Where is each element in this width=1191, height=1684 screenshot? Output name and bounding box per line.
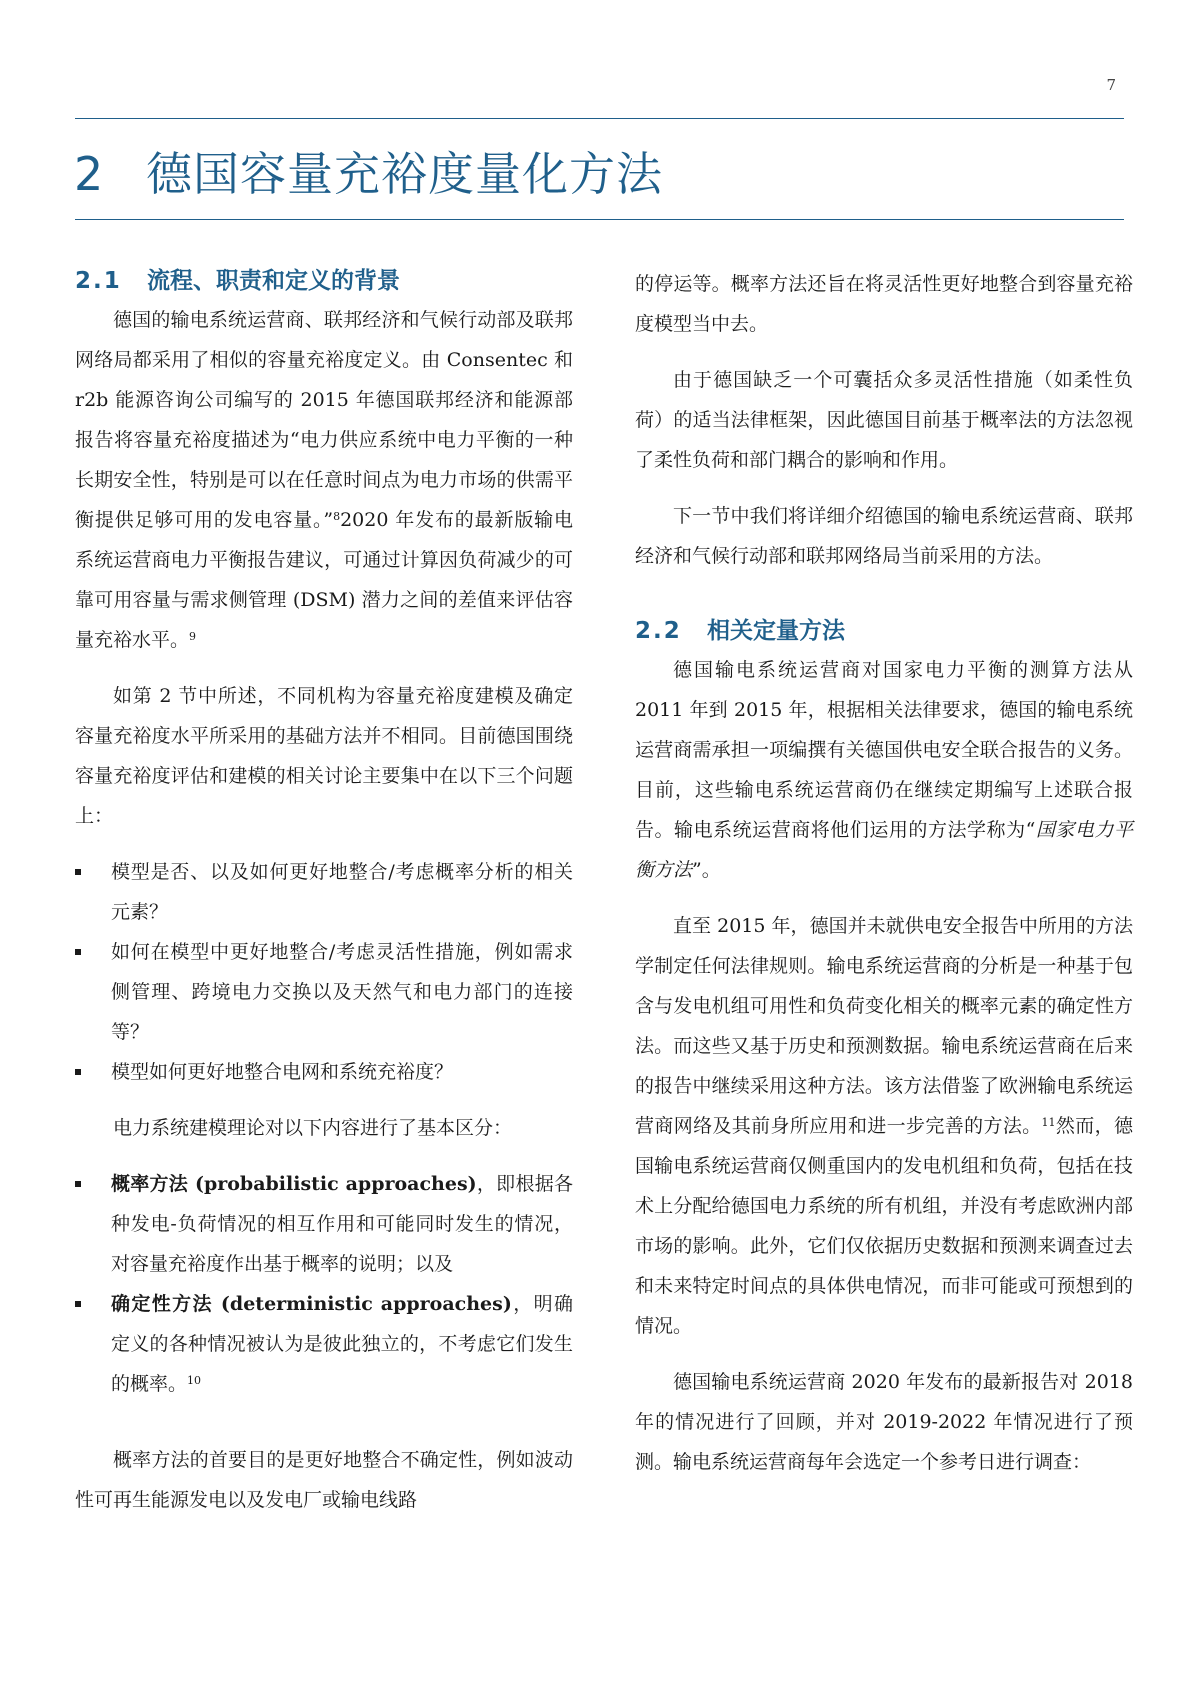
section-heading-2-1 xyxy=(75,262,573,300)
list-item xyxy=(75,1052,573,1092)
list-item-text: 模型如何更好地整合电网和系统充裕度？ xyxy=(111,1061,454,1083)
footnote-ref[interactable]: 9 xyxy=(189,630,197,643)
section-title: 流程、职责和定义的背景 xyxy=(147,268,400,294)
paragraph: 电力系统建模理论对以下内容进行了基本区分： xyxy=(113,1117,513,1139)
footnote-ref[interactable]: 10 xyxy=(187,1374,202,1387)
paragraph: 下一节中我们将详细介绍德国的输电系统运营商、联邦经济和气候行动部和联邦网络局当前采用的方法。 xyxy=(635,505,1133,567)
question-list xyxy=(75,852,573,1092)
bullet-icon xyxy=(75,1069,81,1075)
footnote-ref[interactable]: 11 xyxy=(1041,1116,1056,1129)
paragraph-text: ”。 xyxy=(692,859,721,881)
chapter-number: 2 xyxy=(74,147,105,201)
bullet-icon xyxy=(75,869,81,875)
left-column xyxy=(75,262,573,1520)
chapter-title xyxy=(74,138,663,204)
paragraph: 由于德国缺乏一个可囊括众多灵活性措施（如柔性负荷）的适当法律框架，因此德国目前基于概率法的方法忽视了柔性负荷和部门耦合的影响和作用。 xyxy=(635,369,1133,471)
paragraph: 的停运等。概率方法还旨在将灵活性更好地整合到容量充裕度模型当中去。 xyxy=(635,273,1133,335)
bullet-icon xyxy=(75,1181,81,1187)
section-heading-2-2 xyxy=(635,612,1133,650)
bullet-icon xyxy=(75,1301,81,1307)
paragraph xyxy=(635,906,1133,1346)
paragraph-text: 直至 2015 年，德国并未就供电安全报告中所用的方法学制定任何法律规则。输电系统运营商的分析是一种基于包含与发电机组可用性和负荷变化相关的概率元素的确定性方法。而这些又基于历史和预测数据。输电系统运营商在后来的报告中继续采用这种方法。该方法借鉴了欧洲输电系统运营商网络及其前身所应用和进一步完善的方法。 xyxy=(635,915,1133,1137)
footnote-ref[interactable]: 8 xyxy=(333,510,341,523)
section-number: 2.2 xyxy=(635,618,682,644)
paragraph xyxy=(635,650,1133,890)
paragraph: 概率方法的首要目的是更好地整合不确定性，例如波动性可再生能源发电以及发电厂或输电线路 xyxy=(75,1449,573,1511)
header-rule-bottom xyxy=(75,219,1124,220)
paragraph-text: 德国的输电系统运营商、联邦经济和气候行动部及联邦网络局都采用了相似的容量充裕度定义。由 Consentec 和 r2b 能源咨询公司编写的 2015 年德国联邦经济和能源部报告将容量充裕度描述为“电力供应系统中电力平衡的一种长期安全性，特别是可以在任意时间点为电力市场的供需平衡提供足够可用的发电容量。” xyxy=(75,309,573,531)
paragraph: 如第 2 节中所述，不同机构为容量充裕度建模及确定容量充裕度水平所采用的基础方法并不相同。目前德国围绕容量充裕度评估和建模的相关讨论主要集中在以下三个问题上： xyxy=(75,685,573,827)
list-item-text: ，即根据各种发电-负荷情况的相互作用和可能同时发生的情况，对容量充裕度作出基于概率的说明；以及 xyxy=(111,1173,573,1275)
paragraph: 德国输电系统运营商 2020 年发布的最新报告对 2018 年的情况进行了回顾，并对 2019-2022 年情况进行了预测。输电系统运营商每年会选定一个参考日进行调查： xyxy=(635,1371,1133,1473)
section-title: 相关定量方法 xyxy=(707,618,845,644)
paragraph-text: 2020 年发布的最新版输电系统运营商电力平衡报告建议，可通过计算因负荷减少的可靠可用容量与需求侧管理 (DSM) 潜力之间的差值来评估容量充裕水平。 xyxy=(75,509,573,651)
emphasis-text: 国家电力平衡方法 xyxy=(635,819,1133,881)
paragraph-text: 然而，德国输电系统运营商仅侧重国内的发电机组和负荷，包括在技术上分配给德国电力系统的所有机组，并没有考虑欧洲内部市场的影响。此外，它们仅依据历史数据和预测来调查过去和未来特定时间点的具体供电情况，而非可能或可预想到的情况。 xyxy=(635,1115,1133,1337)
section-number: 2.1 xyxy=(75,268,122,294)
approach-list xyxy=(75,1164,573,1404)
paragraph xyxy=(75,300,573,660)
page-number: 7 xyxy=(1106,76,1116,94)
list-item xyxy=(75,852,573,932)
chapter-title-text: 德国容量充裕度量化方法 xyxy=(146,147,663,201)
list-item xyxy=(75,932,573,1052)
list-item-text: ，明确定义的各种情况被认为是彼此独立的，不考虑它们发生的概率。 xyxy=(111,1293,573,1395)
term-label: 确定性方法 (deterministic approaches) xyxy=(111,1293,512,1315)
paragraph-text: 德国输电系统运营商对国家电力平衡的测算方法从 2011 年到 2015 年，根据相关法律要求，德国的输电系统运营商需承担一项编撰有关德国供电安全联合报告的义务。目前，这些输电系统运营商仍在继续定期编写上述联合报告。输电系统运营商将他们运用的方法学称为“ xyxy=(635,659,1133,841)
list-item xyxy=(75,1284,573,1404)
header-rule-top xyxy=(75,118,1124,119)
bullet-icon xyxy=(75,949,81,955)
right-column xyxy=(635,264,1133,1482)
list-item xyxy=(75,1164,573,1284)
term-label: 概率方法 (probabilistic approaches) xyxy=(111,1173,477,1195)
list-item-text: 如何在模型中更好地整合/考虑灵活性措施，例如需求侧管理、跨境电力交换以及天然气和电力部门的连接等？ xyxy=(111,941,573,1043)
list-item-text: 模型是否、以及如何更好地整合/考虑概率分析的相关元素？ xyxy=(111,861,573,923)
